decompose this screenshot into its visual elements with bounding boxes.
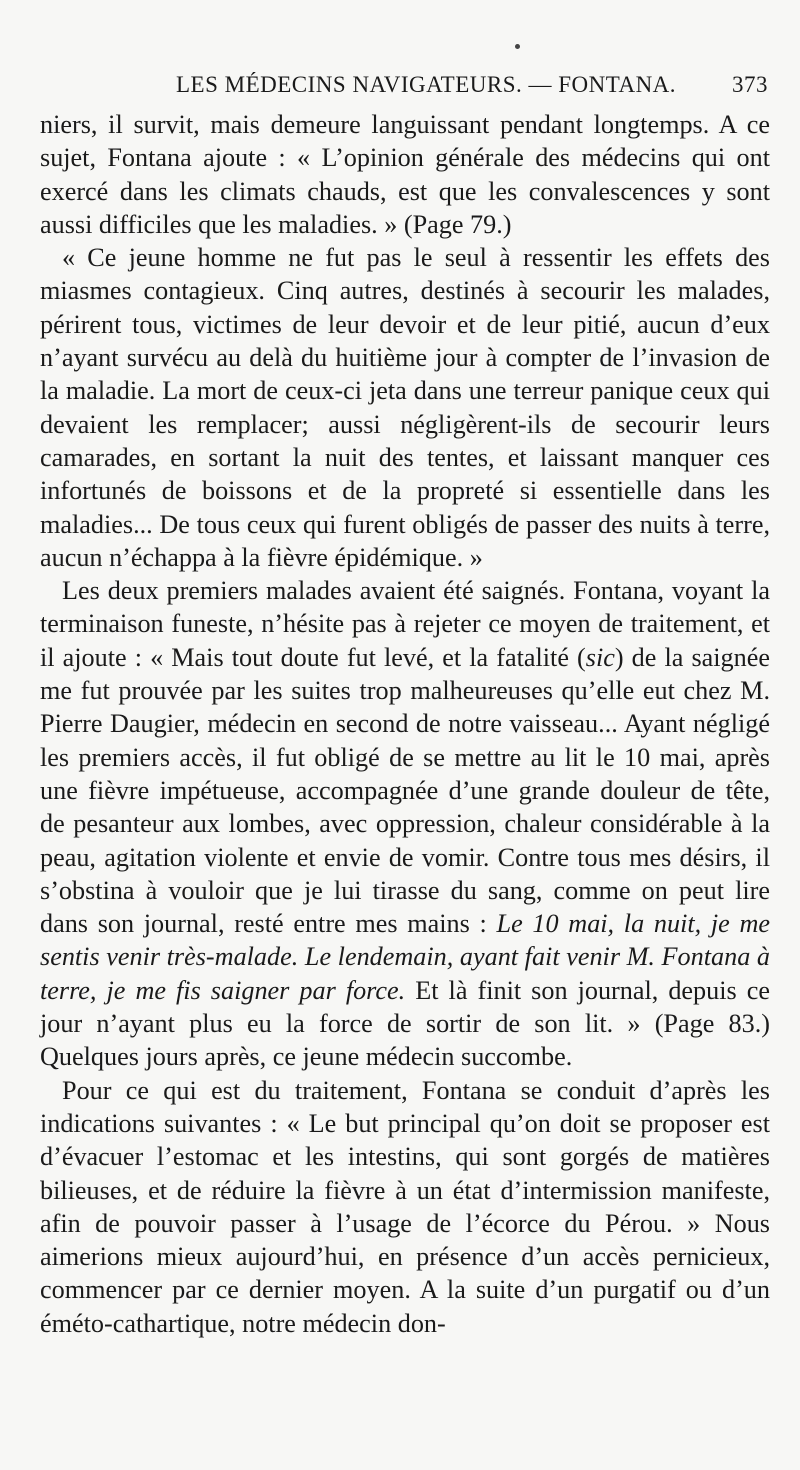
ink-speck bbox=[515, 44, 520, 49]
sic-annotation: sic bbox=[585, 642, 615, 672]
paragraph-3-part-a: Les deux premiers malades avaient été saignés. Fontana, voyant la terminaison funeste, n’hésite pas à rejeter ce moyen de traitement, et il ajoute : « Mais tout doute fut levé, et la fatalité ( bbox=[40, 576, 770, 672]
paragraph-3 bbox=[40, 574, 770, 1073]
paragraph-3-part-c: Et là finit son journal, depuis ce jour n’ayant plus eu la force de sortir de son lit. » (Page 83.) Quelques jours après, ce jeune médecin succombe. bbox=[40, 975, 770, 1072]
body-text bbox=[40, 108, 770, 1340]
running-head bbox=[128, 72, 768, 102]
paragraph-3-part-b: ) de la saignée me fut prouvée par les suites trop malheureuses qu’elle eut chez M. Pierre Daugier, médecin en second de notre vaisseau... Ayant négligé les premiers accès, il fut obligé de se mettre au lit le 10 mai, après une fièvre impétueuse, accompagnée d’une grande douleur de tête, de pesanteur aux lombes, avec oppression, chaleur considérable à la peau, agitation violente et envie de vomir. Contre tous mes désirs, il s’obstina à vouloir que je lui tirasse du sang, comme on peut lire dans son journal, resté entre mes mains : bbox=[40, 642, 770, 939]
journal-quote: Le 10 mai, la nuit, je me sentis venir très-malade. Le lendemain, ayant fait venir M. Fontana à terre, je me fis saigner par force. bbox=[40, 909, 770, 1005]
running-head-title: LES MÉDECINS NAVIGATEURS. — FONTANA. bbox=[176, 72, 677, 97]
page-number: 373 bbox=[732, 72, 768, 97]
paragraph-1: niers, il survit, mais demeure languissant pendant longtemps. A ce sujet, Fontana ajoute : « L’opinion générale des médecins qui ont exercé dans les climats chauds, est que les convalescences y sont aussi difficiles que les maladies. » (Page 79.) bbox=[40, 110, 770, 239]
paragraph-2: « Ce jeune homme ne fut pas le seul à ressentir les effets des miasmes contagieux. Cinq autres, destinés à secourir les malades, périrent tous, victimes de leur devoir et de leur pitié, aucun d’eux n’ayant survécu au delà du huitième jour à compter de l’invasion de la maladie. La mort de ceux-ci jeta dans une terreur panique ceux qui devaient les remplacer; aussi négligèrent-ils de secourir leurs camarades, en sortant la nuit des tentes, et laissant manquer ces infortunés de boissons et de la propreté si essentielle dans les maladies... De tous ceux qui furent obligés de passer des nuits à terre, aucun n’échappa à la fièvre épidémique. » bbox=[40, 243, 770, 572]
paragraph-4: Pour ce qui est du traitement, Fontana se conduit d’après les indications suivantes : « Le but principal qu’on doit se proposer est d’évacuer l’estomac et les intestins, qui sont gorgés de matières bilieuses, et de réduire la fièvre à un état d’intermission manifeste, afin de pouvoir passer à l’usage de l’écorce du Pérou. » Nous aimerions mieux aujourd’hui, en présence d’un accès pernicieux, commencer par ce dernier moyen. A la suite d’un purgatif ou d’un éméto-cathartique, notre médecin don- bbox=[40, 1075, 770, 1338]
